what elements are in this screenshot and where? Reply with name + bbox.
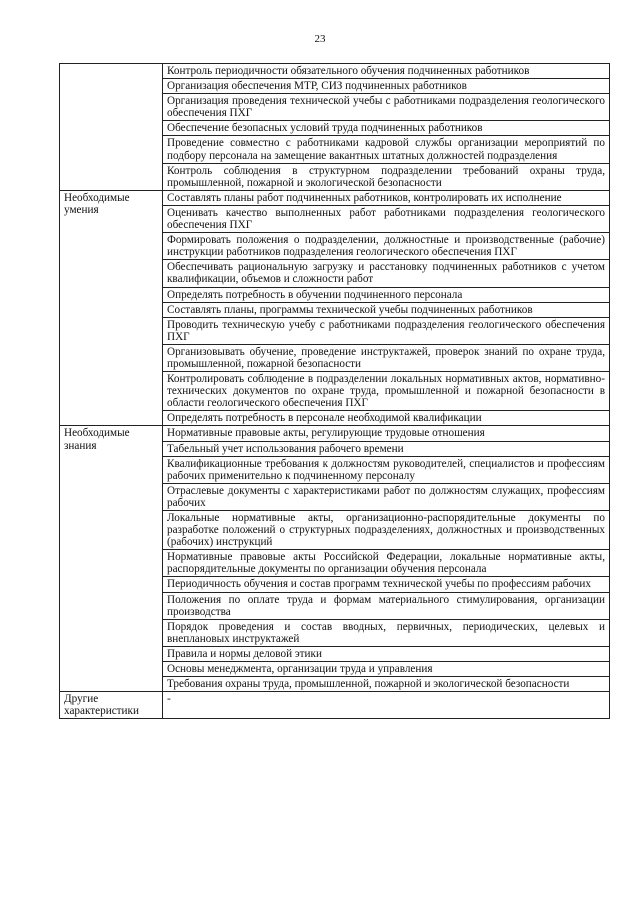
page-number: 23 (314, 33, 326, 45)
requirement-cell: Контроль периодичности обязательного обучения подчиненных работников (163, 64, 610, 79)
requirement-cell: Квалификационные требования к должностям руководителей, специалистов и профессиям рабочих применительно к подчиненному персоналу (163, 456, 610, 483)
section-label-required-skills: Необходимые умения (60, 190, 163, 426)
requirement-cell: Определять потребность в персонале необходимой квалификации (163, 411, 610, 426)
requirement-cell: Контроль соблюдения в структурном подразделении требований охраны труда, промышленной, пожарной и экологической безопасности (163, 163, 610, 190)
requirement-cell: Порядок проведения и состав вводных, первичных, периодических, целевых и внеплановых инструктажей (163, 619, 610, 646)
table-row (60, 190, 610, 205)
requirement-cell: Формировать положения о подразделении, должностные и производственные (рабочие) инструкции работников подразделения геологического обеспечения ПХГ (163, 233, 610, 260)
requirement-cell: Правила и нормы деловой этики (163, 646, 610, 661)
requirement-cell: Нормативные правовые акты Российской Федерации, локальные нормативные акты, распорядительные документы по организации обучения персонала (163, 550, 610, 577)
table-row (60, 692, 610, 719)
table-row (60, 426, 610, 441)
requirement-cell: Обеспечение безопасных условий труда подчиненных работников (163, 121, 610, 136)
requirement-cell: Оценивать качество выполненных работ работниками подразделения геологического обеспечения ПХГ (163, 205, 610, 232)
table-row (60, 64, 610, 79)
requirement-cell: Основы менеджмента, организации труда и управления (163, 662, 610, 677)
requirement-cell: Организация обеспечения МТР, СИЗ подчиненных работников (163, 79, 610, 94)
competency-table (59, 63, 610, 719)
requirement-cell: Составлять планы, программы технической учебы подчиненных работников (163, 302, 610, 317)
section-label-other-characteristics: Другие характеристики (60, 692, 163, 719)
requirement-cell: Периодичность обучения и состав программ технической учебы по профессиям рабочих (163, 577, 610, 592)
requirement-cell: - (163, 692, 610, 719)
requirement-cell: Организовывать обучение, проведение инструктажей, проверок знаний по охране труда, промышленной, пожарной безопасности (163, 344, 610, 371)
requirement-cell: Контролировать соблюдение в подразделении локальных нормативных актов, нормативно-технических документов по охране труда, промышленной и пожарной безопасности в области геологического обеспечения ПХГ (163, 372, 610, 411)
requirement-cell: Требования охраны труда, промышленной, пожарной и экологической безопасности (163, 677, 610, 692)
requirement-cell: Нормативные правовые акты, регулирующие трудовые отношения (163, 426, 610, 441)
section-label-required-knowledge: Необходимые знания (60, 426, 163, 692)
table-body (60, 64, 610, 719)
requirement-cell: Определять потребность в обучении подчиненного персонала (163, 287, 610, 302)
requirement-cell: Обеспечивать рациональную загрузку и расстановку подчиненных работников с учетом квалификации, объемов и сложности работ (163, 260, 610, 287)
requirement-cell: Проведение совместно с работниками кадровой службы организации мероприятий по подбору персонала на замещение вакантных штатных должностей подразделения (163, 136, 610, 163)
requirement-cell: Организация проведения технической учебы с работниками подразделения геологического обеспечения ПХГ (163, 94, 610, 121)
requirement-cell: Составлять планы работ подчиненных работников, контролировать их исполнение (163, 190, 610, 205)
requirement-cell: Табельный учет использования рабочего времени (163, 441, 610, 456)
section-label-general-duties (60, 64, 163, 191)
requirement-cell: Положения по оплате труда и формам материального стимулирования, организации производства (163, 592, 610, 619)
requirement-cell: Отраслевые документы с характеристиками работ по должностям служащих, профессиям рабочих (163, 483, 610, 510)
requirement-cell: Локальные нормативные акты, организационно-распорядительные документы по разработке положений о структурных подразделениях, должностных и производственных (рабочих) инструкций (163, 511, 610, 550)
requirement-cell: Проводить техническую учебу с работниками подразделения геологического обеспечения ПХГ (163, 317, 610, 344)
